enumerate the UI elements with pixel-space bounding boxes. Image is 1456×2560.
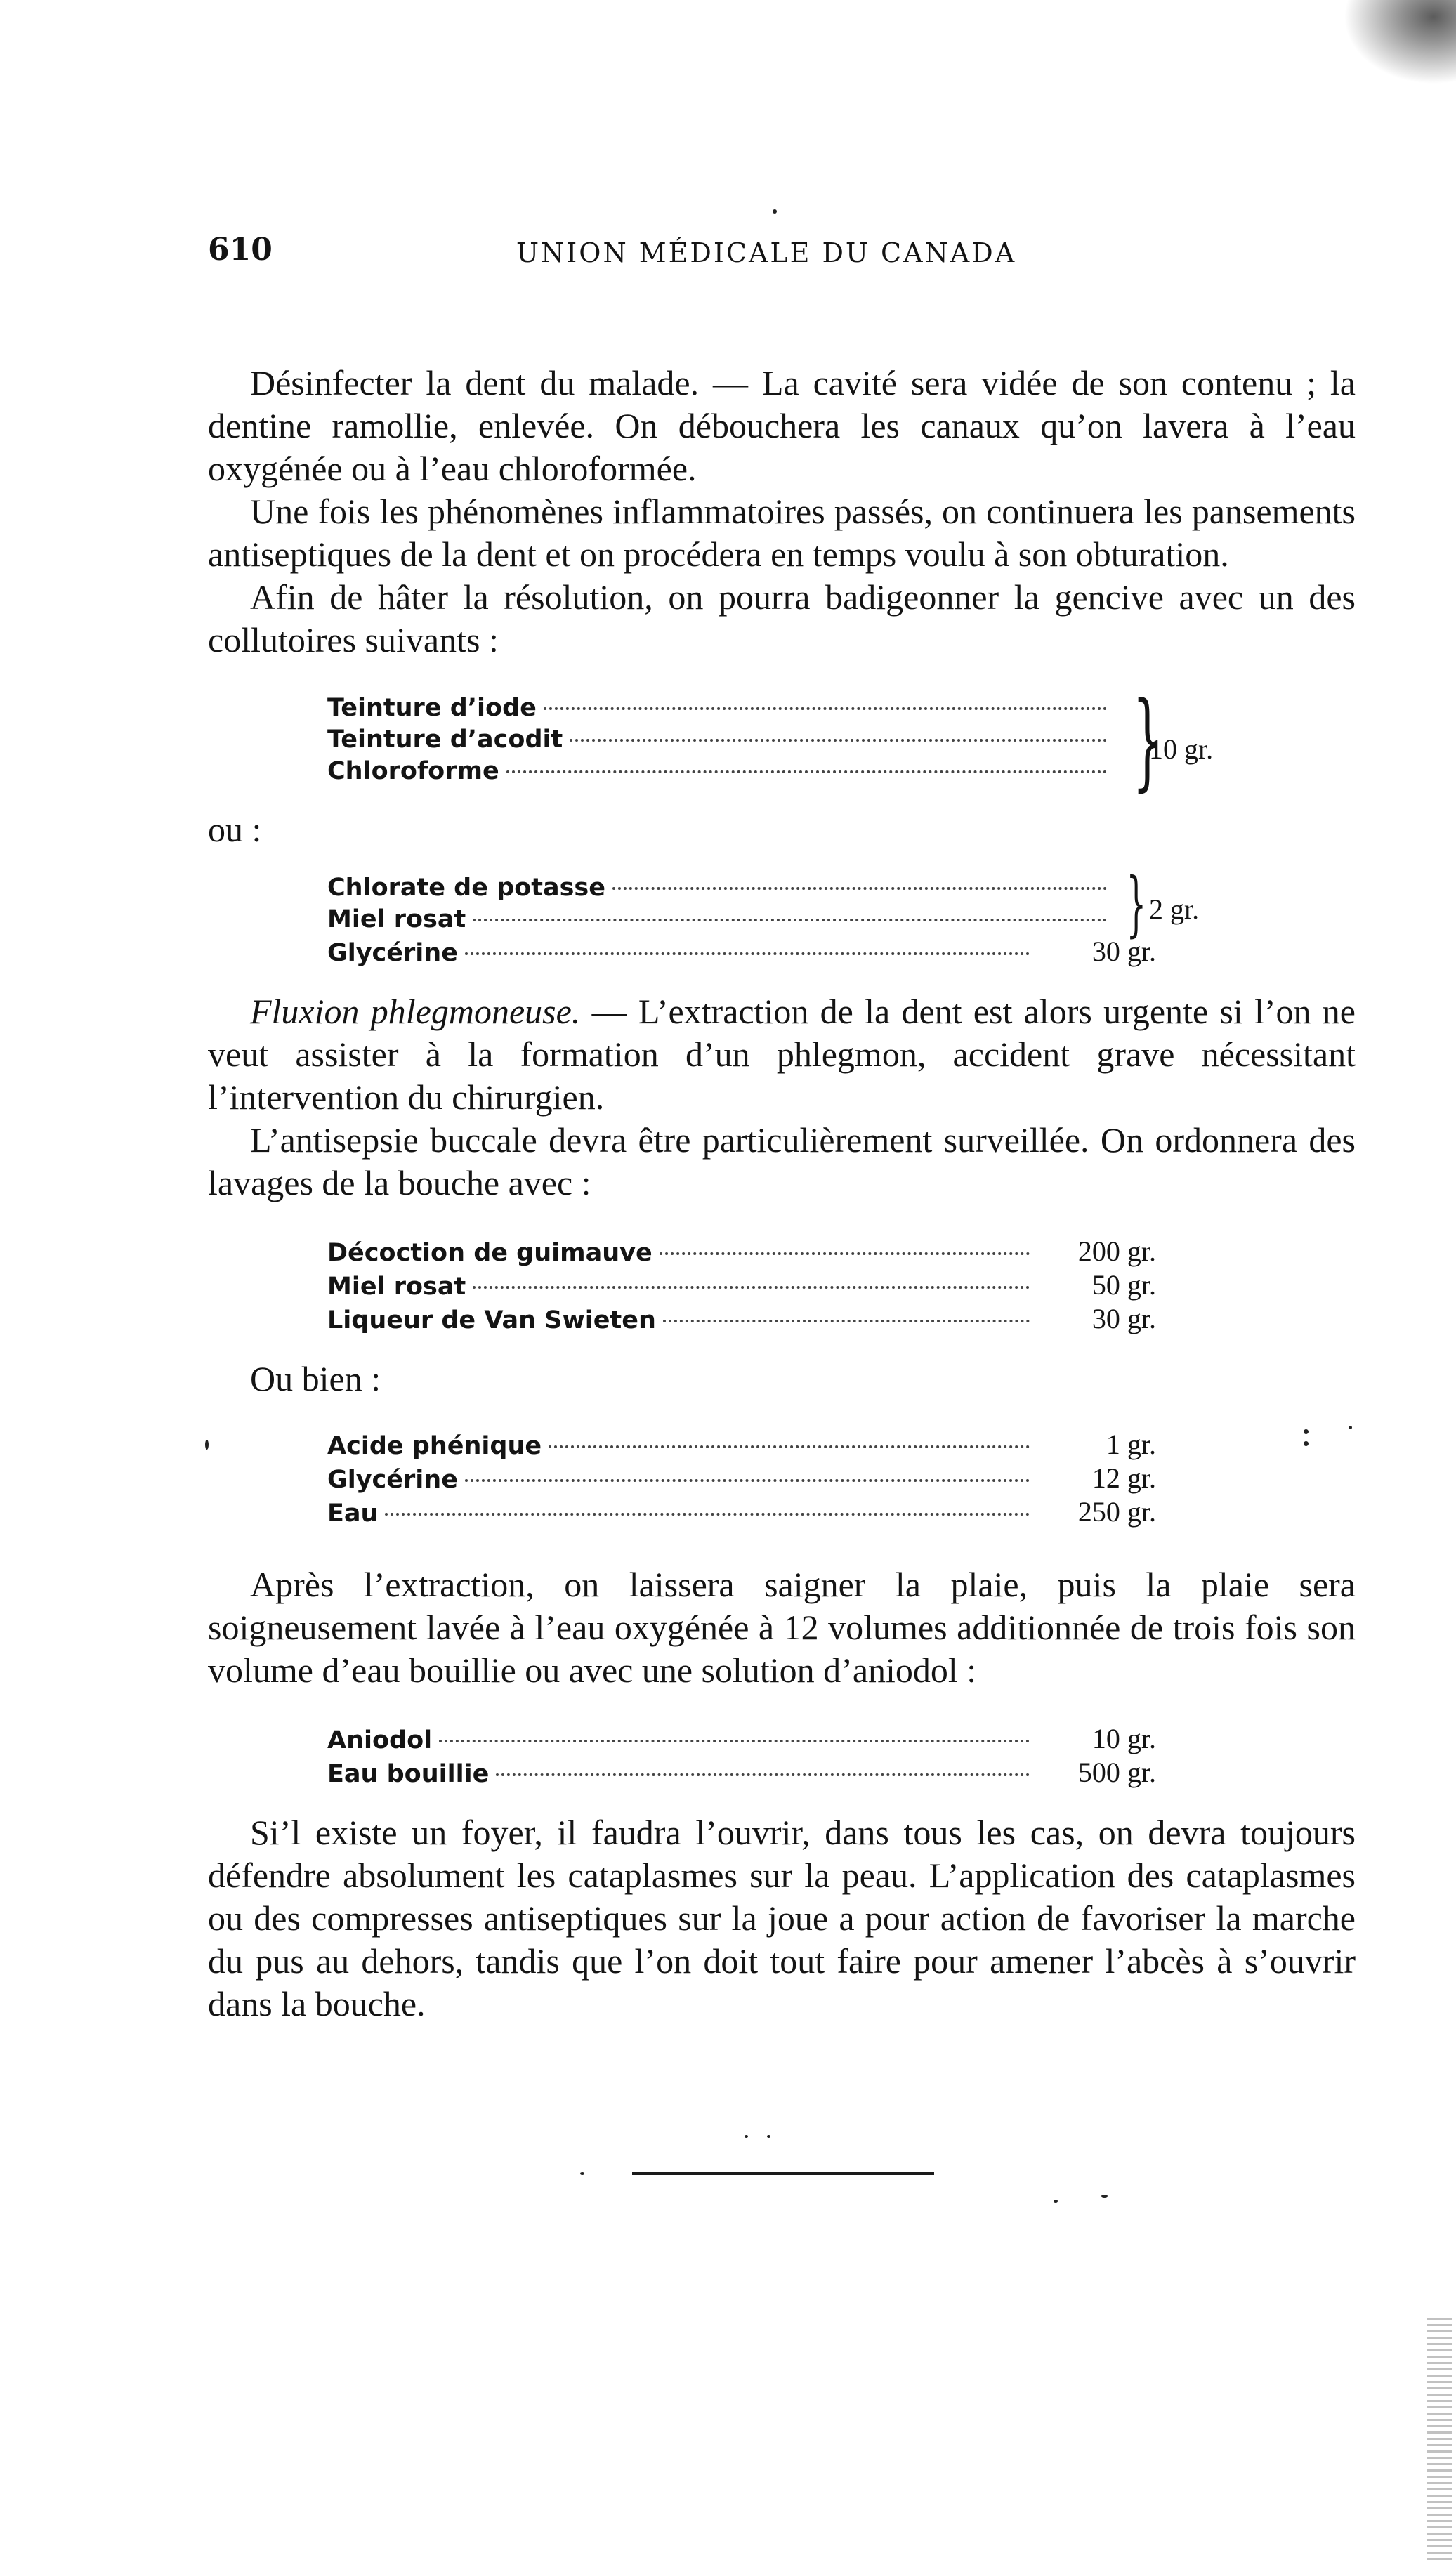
paragraph: Après l’extraction, on laissera saigner la plaie, puis la plaie sera soigneusement lavée à l’eau oxygénée à 12 volumes additionnée de trois fois son volume d’eau bouillie ou avec une solution d’aniodol : <box>208 1565 1356 1690</box>
recipe-row <box>327 1462 1156 1496</box>
ingredient-quantity: 30 gr. <box>1091 936 1156 967</box>
prescription-collutoire-1 <box>208 680 1356 802</box>
scan-speck <box>1054 2200 1058 2203</box>
dot-leader <box>473 919 1107 921</box>
paragraph-text: — L’extraction de la dent est alors urgente si l’on ne veut assister à la formation d’un phlegmon, accident grave nécessitant l’intervention du chirurgien. <box>208 992 1356 1117</box>
ingredient-name: Décoction de guimauve <box>327 1239 652 1267</box>
ingredient-name: Liqueur de Van Swieten <box>327 1306 656 1334</box>
dot-leader <box>544 707 1107 710</box>
ingredient-name: Teinture d’acodit <box>327 726 563 754</box>
scan-speck <box>205 1440 209 1450</box>
scan-speck <box>1304 1429 1309 1434</box>
paragraph: Si’l existe un foyer, il faudra l’ouvrir, dans tous les cas, on devra toujours défendre absolument les cataplasmes sur la peau. L’application des cataplasmes ou des compresses antiseptiques sur la joue a pour action de favoriser la marche du pus au dehors, tandis que l’on doit tout faire pour amener l’abcès à s’ouvrir dans la bouche. <box>208 1813 1356 2023</box>
paragraph: Désinfecter la dent du malade. — La cavité sera vidée de son contenu ; la dentine ramollie, enlevée. On débouchera les canaux qu’on lavera à l’eau oxygénée ou à l’eau chloroformée. <box>208 363 1356 488</box>
ingredient-name: Acide phénique <box>327 1432 542 1460</box>
scan-edge-strip <box>1427 2318 1452 2560</box>
dot-leader <box>570 739 1107 742</box>
recipe-row <box>327 1757 1156 1790</box>
ingredient-name: Glycérine <box>327 939 458 967</box>
section-title: Fluxion phlegmoneuse. <box>250 992 581 1031</box>
ingredient-quantity: 10 gr. <box>1091 1723 1156 1754</box>
connector-text: Ou bien : <box>250 1359 381 1398</box>
article-body <box>208 362 1356 2026</box>
recipe-row <box>327 1235 1156 1269</box>
braced-group <box>208 862 1356 945</box>
ingredient-name: Miel rosat <box>327 1273 466 1301</box>
paragraph: Afin de hâter la résolution, on pourra badigeonner la gencive avec un des collutoires suivants : <box>208 577 1356 659</box>
ingredient-quantity: 200 gr. <box>1077 1235 1156 1267</box>
recipe-row <box>327 692 1114 724</box>
scan-speck <box>1101 2195 1108 2198</box>
ingredient-name: Chlorate de potasse <box>327 874 606 902</box>
prescription-collutoire-2 <box>208 862 1356 969</box>
ingredient-quantity: 30 gr. <box>1091 1303 1156 1334</box>
ingredient-quantity: 12 gr. <box>1091 1462 1156 1494</box>
dot-leader <box>506 770 1107 773</box>
connector-text: ou : <box>208 810 262 849</box>
recipe-row <box>327 1429 1156 1462</box>
dot-leader <box>612 887 1107 890</box>
dot-leader <box>385 1513 1030 1516</box>
prescription-aniodol <box>208 1723 1356 1790</box>
scan-speck <box>1349 1426 1352 1429</box>
paragraph <box>208 990 1356 1119</box>
dot-leader <box>496 1773 1030 1776</box>
page-header <box>0 232 1456 281</box>
ingredient-name: Aniodol <box>327 1726 433 1754</box>
ingredient-name: Glycérine <box>327 1466 458 1494</box>
scan-speck <box>767 2135 770 2138</box>
scan-speck <box>1304 1441 1309 1446</box>
recipe-row <box>327 936 1156 969</box>
recipe-row <box>327 872 1114 904</box>
ingredient-quantity: 2 gr. <box>1149 893 1200 925</box>
dot-leader <box>660 1252 1030 1255</box>
recipe-row <box>327 904 1114 936</box>
recipe-row <box>327 1269 1156 1303</box>
dot-leader <box>473 1286 1030 1289</box>
dot-leader <box>465 952 1030 955</box>
recipe-row <box>327 1303 1156 1337</box>
recipe-row <box>327 1496 1156 1530</box>
paragraph: L’antisepsie buccale devra être particulièrement surveillée. On ordonnera des lavages de la bouche avec : <box>208 1120 1356 1202</box>
ingredient-quantity: 500 gr. <box>1077 1757 1156 1788</box>
ingredient-name: Miel rosat <box>327 905 466 933</box>
scan-speck <box>773 209 777 214</box>
recipe-row <box>327 1723 1156 1757</box>
scan-edge-smudge <box>1344 0 1456 84</box>
ingredient-quantity: 10 gr. <box>1149 733 1214 765</box>
dot-leader <box>663 1320 1030 1322</box>
section-end-rule <box>632 2172 934 2175</box>
recipe-row <box>327 724 1114 756</box>
running-title: UNION MÉDICALE DU CANADA <box>516 237 1017 268</box>
recipe-row <box>327 756 1114 787</box>
scan-speck <box>580 2172 584 2175</box>
prescription-lavage-2 <box>208 1429 1356 1530</box>
scan-speck <box>745 2135 748 2138</box>
dot-leader <box>439 1740 1030 1742</box>
ingredient-name: Teinture d’iode <box>327 694 537 722</box>
ingredient-name: Eau <box>327 1499 379 1528</box>
right-brace: } <box>1126 862 1147 945</box>
dot-leader <box>549 1445 1030 1448</box>
page-number: 610 <box>208 232 273 268</box>
ingredient-name: Chloroforme <box>327 757 499 785</box>
ingredient-quantity: 250 gr. <box>1077 1496 1156 1528</box>
ingredient-quantity: 50 gr. <box>1091 1269 1156 1301</box>
dot-leader <box>465 1479 1030 1482</box>
prescription-lavage-1 <box>208 1235 1356 1337</box>
paragraph: Une fois les phénomènes inflammatoires passés, on continuera les pansements antiseptiques de la dent et on procédera en temps voulu à son obturation. <box>208 492 1356 574</box>
ingredient-name: Eau bouillie <box>327 1760 490 1788</box>
ingredient-quantity: 1 gr. <box>1106 1429 1156 1460</box>
right-brace: } <box>1132 680 1163 802</box>
